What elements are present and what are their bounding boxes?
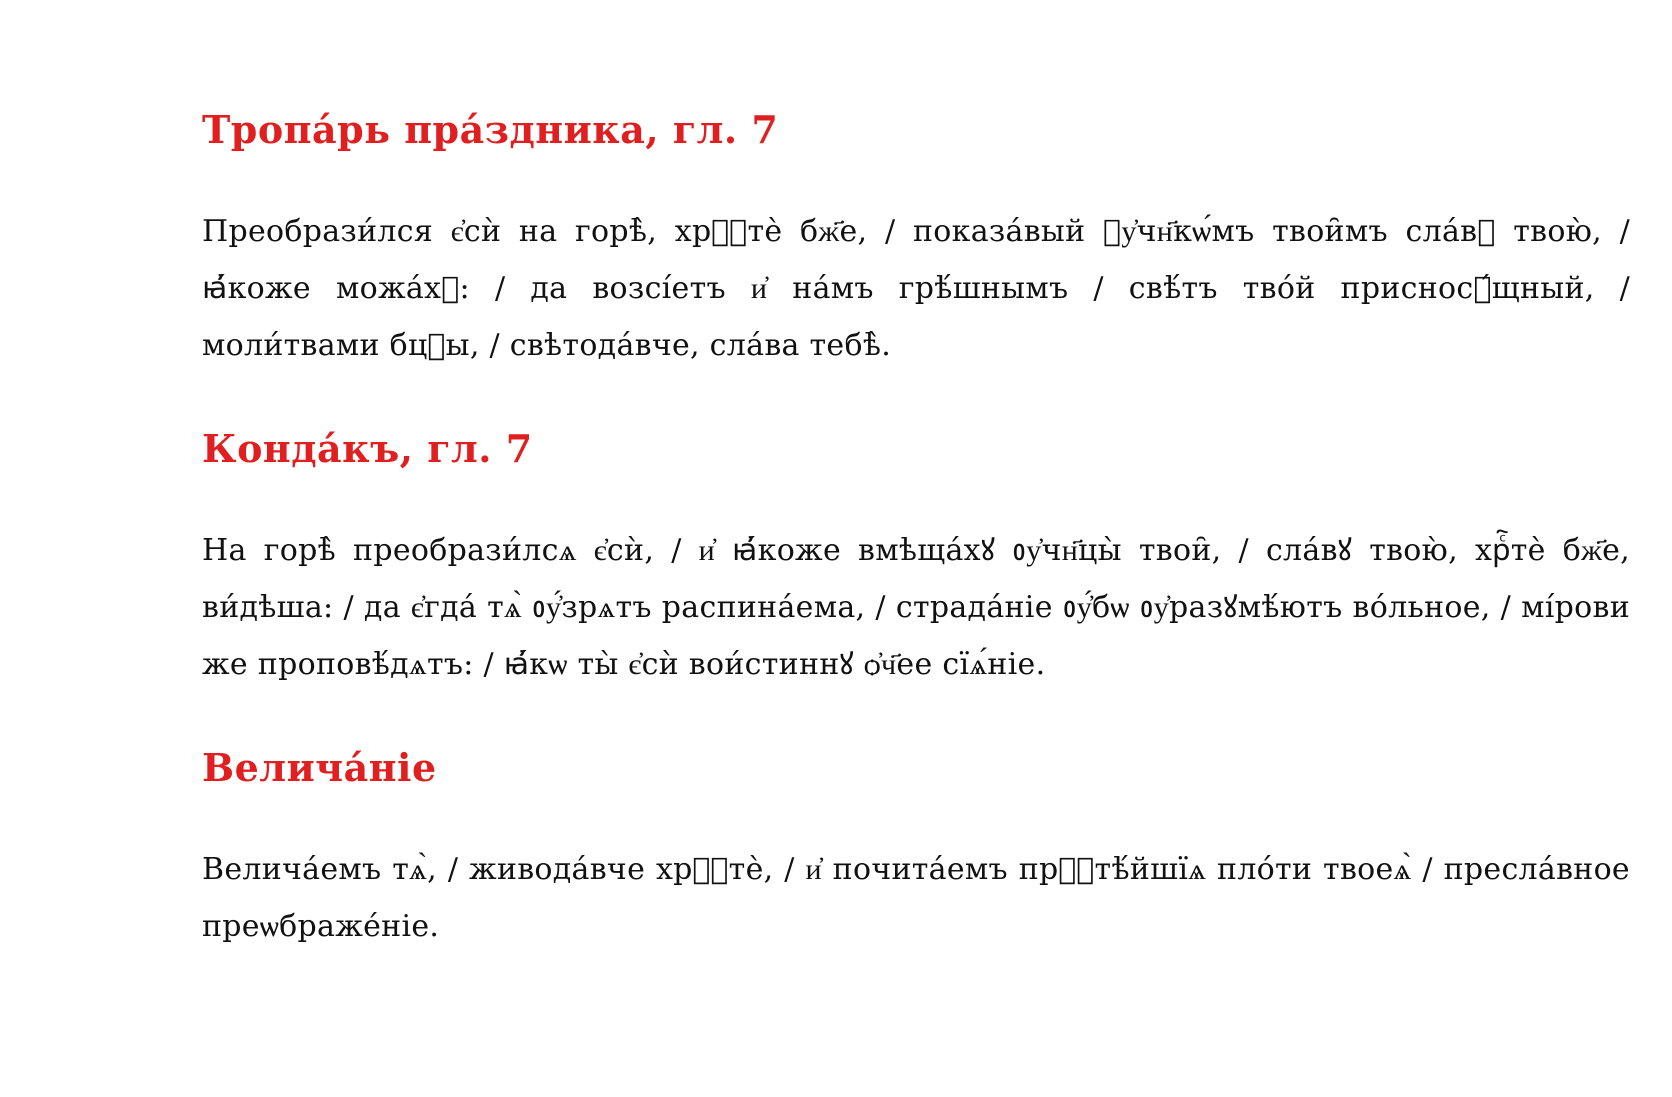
liturgical-text-page	[202, 108, 1630, 955]
troparion-text: Преобрази́лся є҆сѝ на горѣ̀, хрⷭ҇тѐ бж҃е, / показа́вый ᲂу҆чн҃кѡ́мъ твои̑мъ сла́вꙋ твою̀, / ꙗ҆́коже можа́хꙋ: / да возсі́етъ и҆ на́мъ грѣ́шнымъ / свѣ́тъ тво́й присносꙋ́щный, / моли́твами бцⷣы, / свѣтода́вче, сла́ва тебѣ̀.	[202, 214, 1630, 363]
troparion-heading: Тропа́рь пра́здника, гл. 7	[202, 107, 779, 152]
magnification-text: Велича́емъ тѧ̀, / живода́вче хрⷭ҇тѐ, / и҆ почита́емъ прⷭ҇тѣ́йшїѧ пло́ти твоеѧ̀ / пресла́вное преѡбраже́ніе.	[202, 852, 1630, 944]
kontakion-heading: Конда́къ, гл. 7	[202, 426, 533, 471]
magnification-heading: Велича́ніе	[202, 745, 437, 790]
kontakion-text: На горѣ̀ преобрази́лсѧ є҆сѝ, / и҆ ꙗ҆́коже вмѣща́хꙋ ᲂу҆чн҃цы̀ твои̑, / сла́вꙋ твою̀, хрⷭ҇тѐ бж҃е, ви́дѣша: / да є҆гда́ тѧ̀ ᲂу҆́зрѧтъ распина́ема, / страда́ніе ᲂу҆́бѡ ᲂу҆разꙋмѣ́ютъ во́льное, / мі́рови же проповѣ́дѧтъ: / ꙗ҆́кѡ ты̀ є҆сѝ вои́стиннꙋ ѻ҆ч҃ее сїѧ́ніе.	[202, 533, 1630, 682]
